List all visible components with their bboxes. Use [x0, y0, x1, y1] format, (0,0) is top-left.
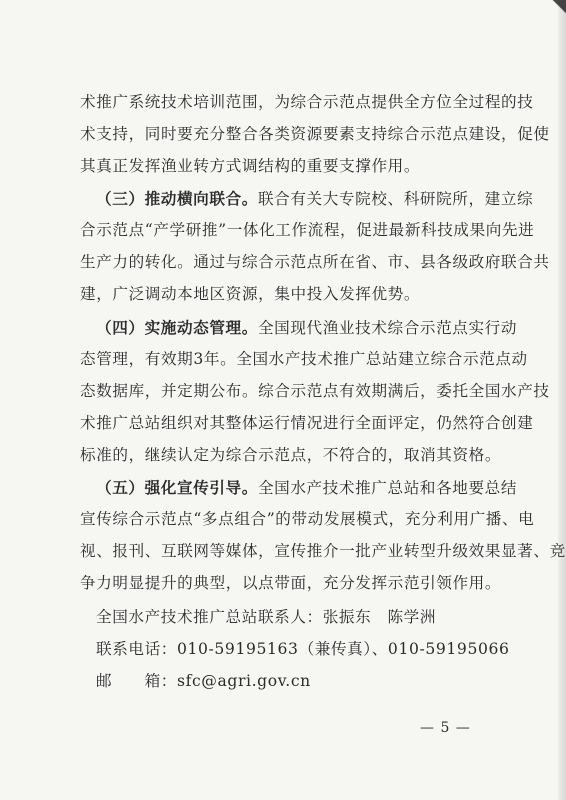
body-line: 术推广总站组织对其整体运行情况进行全面评定，仍然符合创建: [80, 414, 534, 432]
contact-email: 邮 箱：sfc@agri.gov.cn: [96, 672, 311, 690]
section-5-first-text: 全国水产技术推广总站和各地要总结: [257, 479, 518, 497]
body-line: 标准的，继续认定为综合示范点，不符合的，取消其资格。: [80, 446, 502, 464]
page-corner-mark: [552, 0, 566, 14]
section-4-heading: （四）实施动态管理。: [96, 318, 258, 337]
body-line: 术支持，同时要充分整合各类资源要素支持综合示范点建设，促使: [80, 125, 550, 143]
contact-person: 全国水产技术推广总站联系人：张振东 陈学洲: [96, 608, 437, 626]
section-4-first-line: [96, 320, 517, 337]
section-5-heading: （五）强化宣传引导。: [96, 478, 258, 497]
section-3-first-line: [96, 191, 533, 208]
body-line: 建，广泛调动本地区资源，集中投入发挥优势。: [80, 285, 421, 303]
body-line: 态数据库，并定期公布。综合示范点有效期满后，委托全国水产技: [80, 382, 550, 400]
body-line: 合示范点“产学研推”一体化工作流程，促进最新科技成果向先进: [80, 221, 535, 239]
section-3-heading: （三）推动横向联合。: [96, 189, 258, 208]
body-line: 生产力的转化。通过与综合示范点所在省、市、县各级政府联合共: [80, 253, 550, 271]
body-line: 争力明显提升的典型，以点带面，充分发挥示范引领作用。: [80, 574, 502, 592]
page-number: — 5 —: [420, 720, 471, 736]
page-edge-shadow: [558, 0, 566, 800]
contact-phone: 联系电话：010-59195163（兼传真）、010-59195066: [96, 640, 510, 658]
body-line: 其真正发挥渔业转方式调结构的重要支撑作用。: [80, 157, 421, 175]
body-line: 视、报刊、互联网等媒体，宣传推介一批产业转型升级效果显著、竞: [80, 542, 566, 560]
body-line: 态管理，有效期3年。全国水产技术推广总站建立综合示范点动: [80, 350, 528, 368]
body-line: 宣传综合示范点“多点组合”的带动发展模式，充分利用广播、电: [80, 510, 535, 528]
section-3-first-text: 联合有关大专院校、科研院所，建立综: [257, 190, 534, 208]
body-line: 术推广系统技术培训范围，为综合示范点提供全方位全过程的技: [80, 93, 534, 111]
section-5-first-line: [96, 480, 517, 497]
section-4-first-text: 全国现代渔业技术综合示范点实行动: [257, 319, 518, 337]
